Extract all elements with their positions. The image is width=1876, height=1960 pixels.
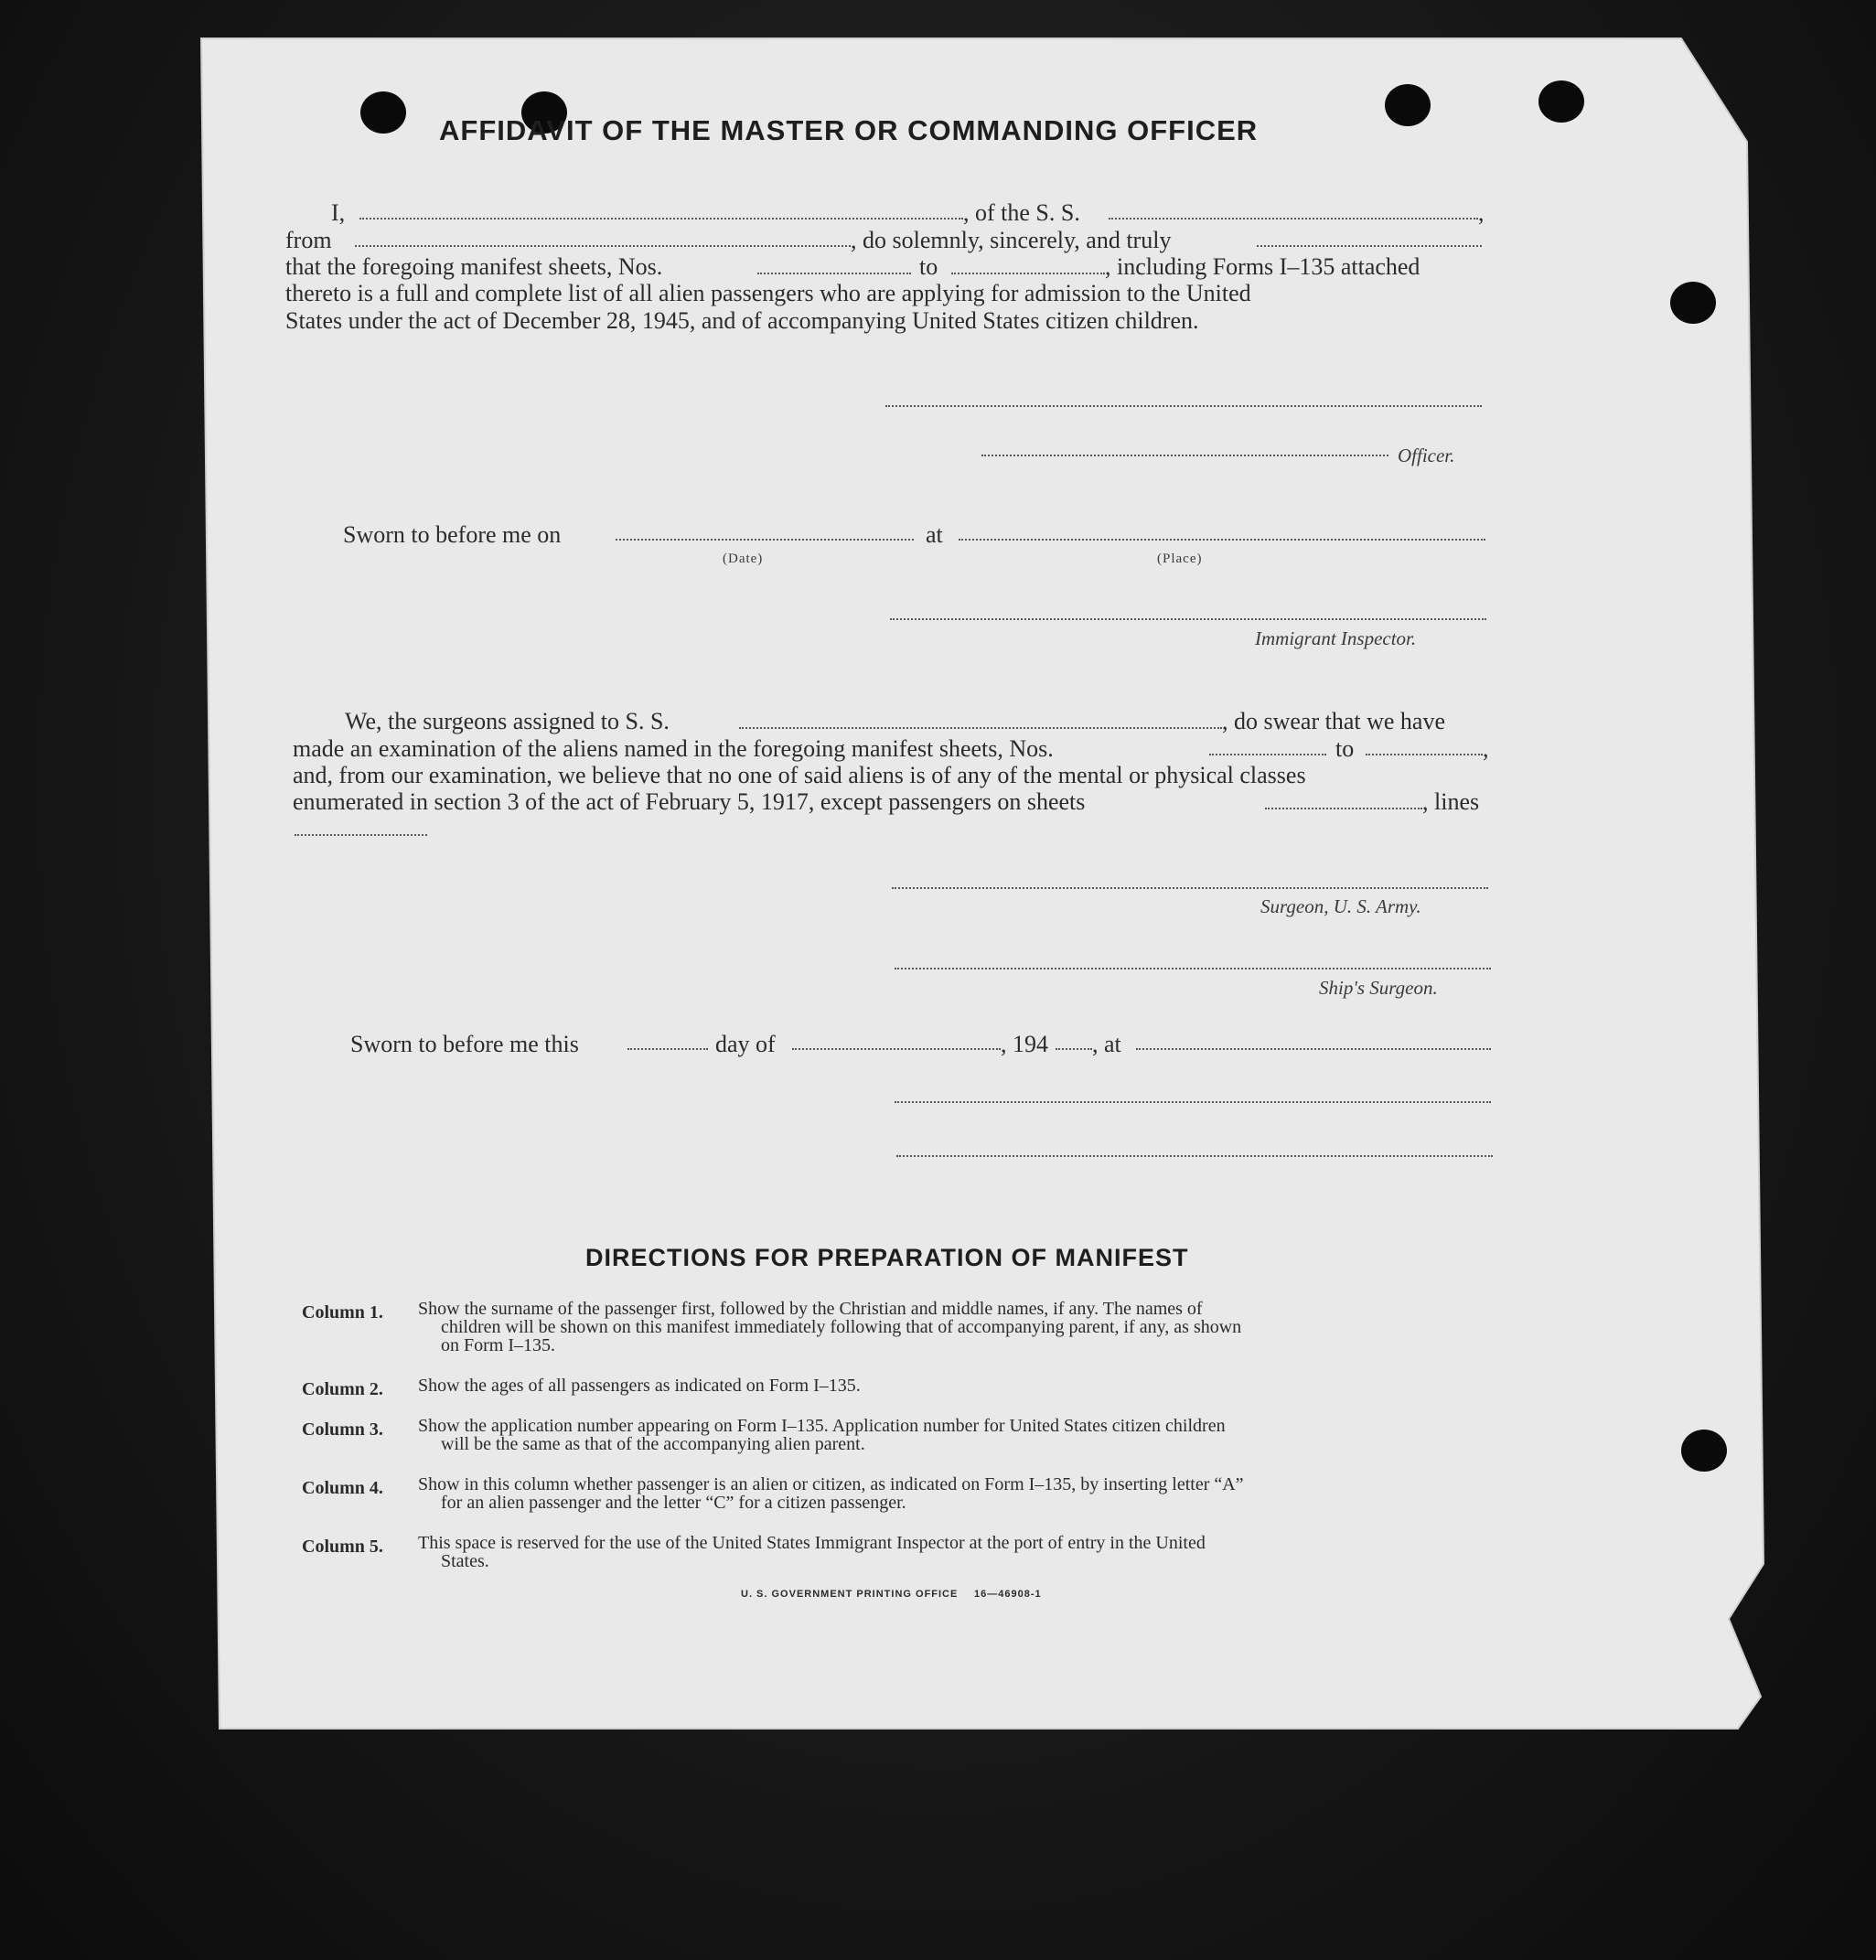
- sworn-date-field[interactable]: [616, 539, 914, 541]
- direction-label: Column 5.: [302, 1537, 383, 1557]
- form-title: AFFIDAVIT OF THE MASTER OR COMMANDING OFFICER: [439, 114, 1259, 146]
- sworn-place-field-2[interactable]: [1136, 1048, 1491, 1050]
- direction-label: Column 2.: [302, 1379, 383, 1399]
- examination-text: made an examination of the aliens named in the foregoing manifest sheets, Nos.: [293, 735, 1054, 762]
- direction-label: Column 3.: [302, 1419, 383, 1440]
- direction-text: will be the same as that of the accompanying alien parent.: [441, 1434, 865, 1454]
- line1-end: ,: [1478, 199, 1485, 226]
- direction-text: children will be shown on this manifest immediately following that of accompanying parent, if any, as shown: [441, 1317, 1242, 1337]
- army-surgeon-label: Surgeon, U. S. Army.: [1260, 895, 1421, 917]
- direction-text: for an alien passenger and the letter “C” for a citizen passenger.: [441, 1493, 906, 1513]
- affidavit-line-4: thereto is a full and complete list of all alien passengers who are applying for admission to the United: [285, 280, 1251, 306]
- direction-text: Show the application number appearing on Form I–135. Application number for United States citizen children: [418, 1416, 1226, 1436]
- except-sheets-field[interactable]: [1265, 808, 1422, 809]
- date-caption: (Date): [723, 552, 764, 566]
- place-caption: (Place): [1157, 552, 1203, 566]
- year-text: , 194: [1001, 1031, 1048, 1057]
- master-signature-line[interactable]: [885, 405, 1482, 407]
- direction-text: Show the surname of the passenger first, followed by the Christian and middle names, if any. The names of: [418, 1299, 1203, 1319]
- lines-text: , lines: [1422, 788, 1480, 815]
- direction-text: This space is reserved for the use of the United States Immigrant Inspector at the port of entry in the United: [418, 1533, 1206, 1553]
- surgeons-text: We, the surgeons assigned to S. S.: [345, 708, 670, 734]
- to-text: to: [919, 253, 938, 280]
- direction-label: Column 1.: [302, 1302, 383, 1323]
- surgeons-line-3: and, from our examination, we believe that no one of said aliens is of any of the mental or physical classes: [293, 762, 1306, 788]
- directions-title: DIRECTIONS FOR PREPARATION OF MANIFEST: [585, 1244, 1189, 1271]
- inspector-signature-line[interactable]: [890, 618, 1486, 620]
- sworn-on-text: Sworn to before me on: [343, 521, 562, 548]
- direction-text: Show in this column whether passenger is an alien or citizen, as indicated on Form I–135, by inserting letter “A”: [418, 1474, 1244, 1494]
- form-code: 16—46908-1: [974, 1589, 1042, 1600]
- sworn-year-field[interactable]: [1056, 1048, 1092, 1050]
- sworn-month-field[interactable]: [792, 1048, 1001, 1050]
- signature-line-2[interactable]: [896, 1155, 1493, 1157]
- ships-surgeon-label: Ship's Surgeon.: [1319, 977, 1438, 999]
- affidavit-line-5: States under the act of December 28, 1945, and of accompanying United States citizen children.: [285, 307, 1199, 334]
- direction-text: Show the ages of all passengers as indicated on Form I–135.: [418, 1376, 861, 1396]
- direction-text: States.: [441, 1551, 489, 1571]
- day-of-text: day of: [715, 1031, 776, 1057]
- forms-attached-text: , including Forms I–135 attached: [1105, 253, 1420, 280]
- except-lines-field[interactable]: [295, 834, 427, 836]
- exam-sheet-to-field[interactable]: [1366, 754, 1483, 755]
- do-swear-text: , do swear that we have: [1222, 708, 1446, 734]
- direction-text: on Form I–135.: [441, 1335, 555, 1355]
- sheet-from-field[interactable]: [757, 273, 911, 274]
- exam-to-text: to: [1335, 735, 1355, 762]
- exam-line-end: ,: [1483, 735, 1489, 762]
- sworn-at-text: at: [926, 521, 943, 548]
- ships-surgeon-signature-line[interactable]: [895, 968, 1491, 969]
- master-name-field[interactable]: [359, 218, 963, 220]
- officer-signature-line[interactable]: [981, 455, 1388, 456]
- of-ship-text: , of the S. S.: [963, 199, 1080, 226]
- printer-credit: U. S. GOVERNMENT PRINTING OFFICE: [741, 1589, 959, 1600]
- from-port-field[interactable]: [355, 245, 851, 247]
- exam-sheet-from-field[interactable]: [1209, 754, 1326, 755]
- surgeons-ship-field[interactable]: [739, 727, 1222, 729]
- officer-label: Officer.: [1398, 444, 1455, 466]
- sworn-this-text: Sworn to before me this: [350, 1031, 579, 1057]
- manifest-sheets-text: that the foregoing manifest sheets, Nos.: [285, 253, 663, 280]
- surgeons-line-4: enumerated in section 3 of the act of February 5, 1917, except passengers on sheets: [293, 788, 1086, 815]
- sworn-place-field[interactable]: [959, 539, 1485, 541]
- sworn-day-field[interactable]: [627, 1048, 708, 1050]
- sworn-at-text-2: , at: [1092, 1031, 1121, 1057]
- from-text: from: [285, 227, 332, 253]
- signature-line-1[interactable]: [895, 1101, 1491, 1103]
- ship-name-field[interactable]: [1109, 218, 1478, 220]
- sheet-to-field[interactable]: [951, 273, 1105, 274]
- direction-label: Column 4.: [302, 1478, 383, 1498]
- affiant-i: I,: [331, 199, 346, 226]
- solemnly-text: , do solemnly, sincerely, and truly: [851, 227, 1172, 253]
- oath-field[interactable]: [1257, 245, 1482, 247]
- army-surgeon-signature-line[interactable]: [892, 887, 1488, 889]
- inspector-label: Immigrant Inspector.: [1255, 627, 1417, 649]
